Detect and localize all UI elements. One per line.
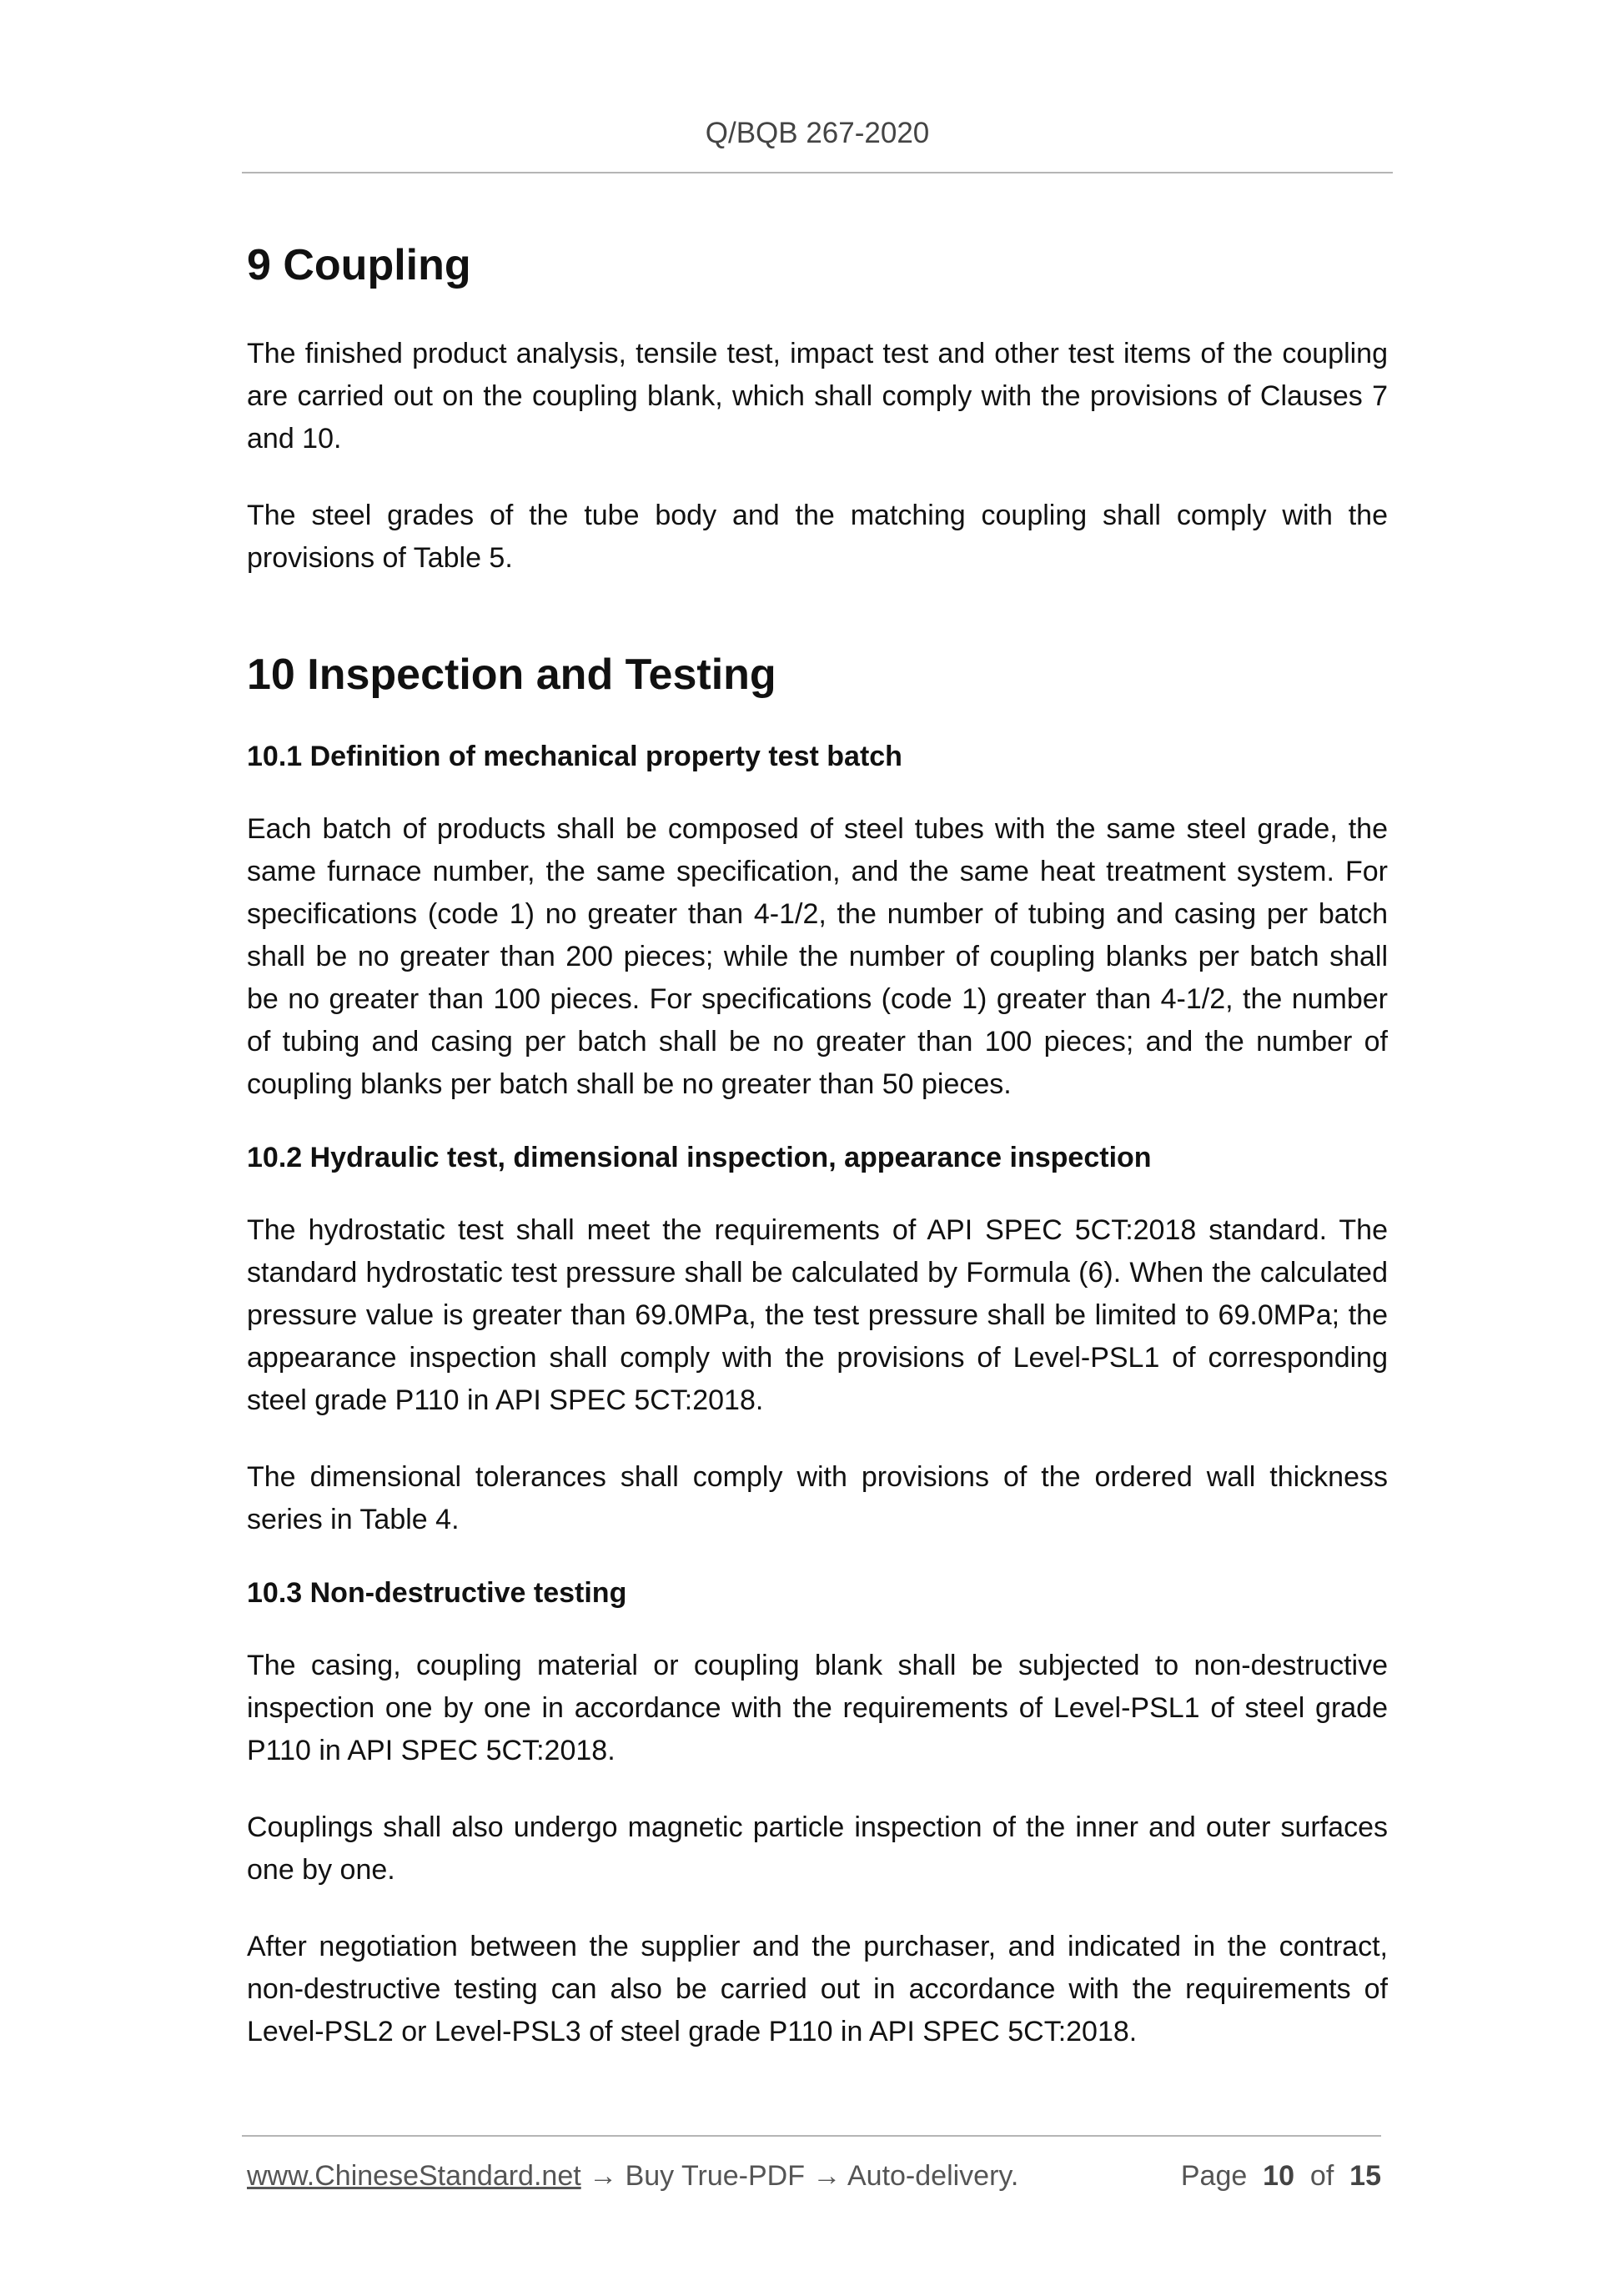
page-content (247, 235, 1388, 2053)
page-label: Page (1180, 2160, 1248, 2192)
footer-promo-text: → Buy True-PDF → Auto-delivery. (580, 2160, 1019, 2192)
section-9-paragraph-2: The steel grades of the tube body and the matching coupling shall comply with the provisions of Table 5. (247, 500, 1388, 574)
section-10-3-paragraph-2: Couplings shall also undergo magnetic particle inspection of the inner and outer surfaces one by one. (247, 1811, 1388, 1886)
section-9-paragraph-1: The finished product analysis, tensile test, impact test and other test items of the coupling are carried out on the coupling blank, which shall comply with the provisions of Clauses 7 and 10. (247, 338, 1388, 455)
current-page-number: 10 (1263, 2160, 1294, 2192)
website-link[interactable]: www.ChineseStandard.net (247, 2160, 581, 2192)
footer-divider (242, 2135, 1381, 2137)
section-10-2-heading: 10.2 Hydraulic test, dimensional inspection, appearance inspection (247, 1142, 1152, 1173)
section-10-3-heading: 10.3 Non-destructive testing (247, 1577, 627, 1609)
section-10-1-paragraph-1: Each batch of products shall be composed of steel tubes with the same steel grade, the same furnace number, the same specification, and the same heat treatment system. For specifications (code 1) no greater than 4-1/2, the number of tubing and casing per batch shall be no greater than 200 pieces; while the number of coupling blanks per batch shall be no greater than 100 pieces. For specifications (code 1) greater than 4-1/2, the number of tubing and casing per batch shall be no greater than 100 pieces; and the number of coupling blanks per batch shall be no greater than 50 pieces. (247, 813, 1388, 1100)
of-label: of (1309, 2160, 1334, 2192)
section-10-2-paragraph-1: The hydrostatic test shall meet the requirements of API SPEC 5CT:2018 standard. The standard hydrostatic test pressure shall be calculated by Formula (6). When the calculated pressure value is greater than 69.0MPa, the test pressure shall be limited to 69.0MPa; the appearance inspection shall comply with the provisions of Level-PSL1 of corresponding steel grade P110 in API SPEC 5CT:2018. (247, 1214, 1388, 1416)
section-10-heading: 10 Inspection and Testing (247, 651, 776, 699)
section-10-1-heading: 10.1 Definition of mechanical property test batch (247, 741, 902, 772)
section-10-3-paragraph-3: After negotiation between the supplier and the purchaser, and indicated in the contract, non-destructive testing can also be carried out in accordance with the requirements of Level-PSL2 or Level-PSL3 of steel grade P110 in API SPEC 5CT:2018. (247, 1931, 1388, 2047)
footer-promo (247, 2160, 1018, 2193)
section-9-heading: 9 Coupling (247, 241, 471, 289)
document-code: Q/BQB 267-2020 (705, 117, 930, 149)
section-10-2-paragraph-2: The dimensional tolerances shall comply with provisions of the ordered wall thickness series in Table 4. (247, 1461, 1388, 1535)
header-divider (242, 172, 1393, 173)
page-number-indicator (1181, 2160, 1381, 2193)
total-page-count: 15 (1349, 2160, 1381, 2192)
section-10-3-paragraph-1: The casing, coupling material or coupling blank shall be subjected to non-destructive inspection one by one in accordance with the requirements of Level-PSL1 of steel grade P110 in API SPEC 5CT:2018. (247, 1650, 1388, 1766)
